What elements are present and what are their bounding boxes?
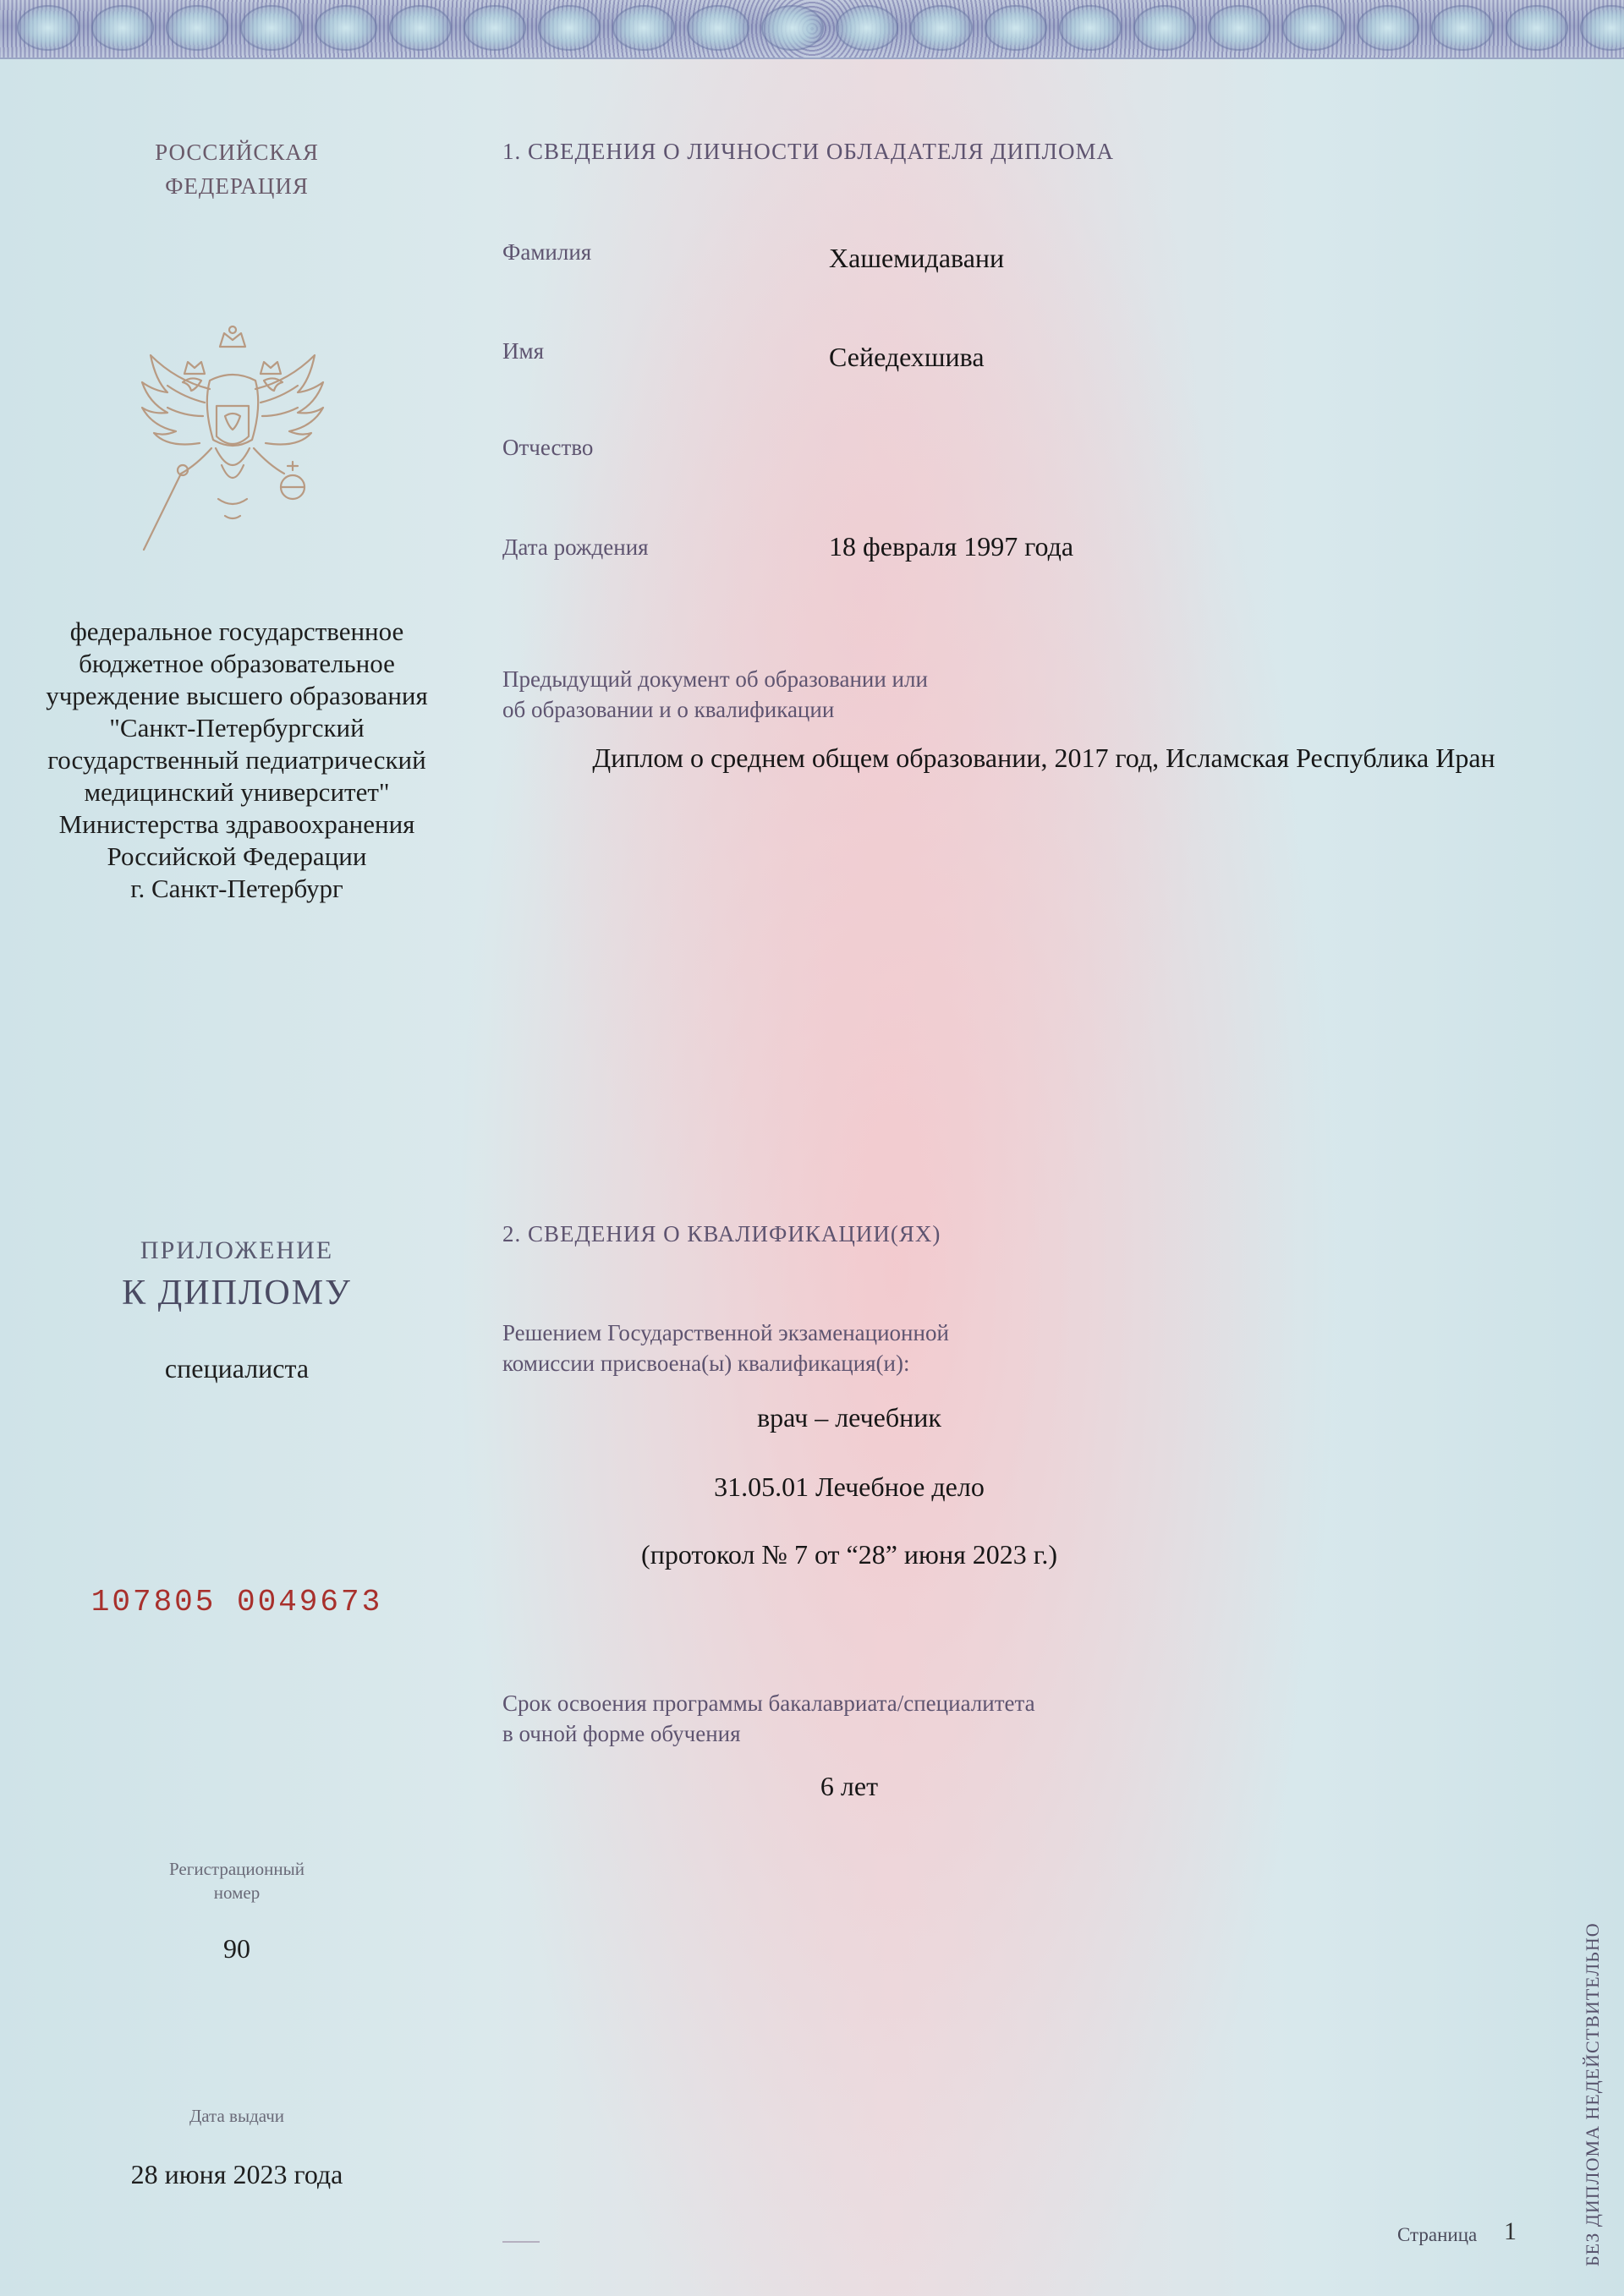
guilloche-rosette [17, 5, 80, 51]
guilloche-rosette [910, 5, 973, 51]
guilloche-rosette [1282, 5, 1345, 51]
guilloche-rosette [315, 5, 377, 51]
country-line-1: РОССИЙСКАЯ [155, 140, 319, 165]
institution-name [8, 616, 465, 905]
registration-number: 90 [223, 1933, 250, 1964]
guilloche-rosette [166, 5, 228, 51]
section-1-title: 1. СВЕДЕНИЯ О ЛИЧНОСТИ ОБЛАДАТЕЛЯ ДИПЛОМА [502, 139, 1114, 164]
guilloche-border [0, 0, 1624, 59]
guilloche-rosette [1059, 5, 1122, 51]
issue-date-label: Дата выдачи [189, 2106, 285, 2126]
institution-line: бюджетное образовательное [79, 649, 395, 678]
country-line-2: ФЕДЕРАЦИЯ [165, 173, 309, 199]
institution-line: федеральное государственное [69, 616, 404, 646]
guilloche-rosette [1431, 5, 1494, 51]
institution-line: Министерства здравоохранения [58, 809, 415, 839]
issue-date: 28 июня 2023 года [130, 2159, 343, 2189]
guilloche-rosette [538, 5, 601, 51]
guilloche-rosette [1357, 5, 1419, 51]
qualification-decision-line-2: комиссии присвоена(ы) квалификация(и): [502, 1351, 910, 1376]
institution-line: г. Санкт-Петербург [130, 874, 343, 903]
guilloche-rosette [761, 5, 824, 51]
registration-label-line-1: Регистрационный [169, 1859, 304, 1879]
institution-line: государственный педиатрический [47, 745, 426, 775]
qualification-decision-line-1: Решением Государственной экзаменационной [502, 1320, 949, 1345]
guilloche-rosette [464, 5, 526, 51]
invalid-without-diploma-text: БЕЗ ДИПЛОМА НЕДЕЙСТВИТЕЛЬНО [1582, 1922, 1603, 2266]
serial-number: 107805 0049673 [91, 1585, 383, 1619]
duration-label [502, 1688, 1035, 1749]
surname-value: Хашемидавани [829, 243, 1005, 273]
duration-label-line-1: Срок освоения программы бакалавриата/специалитета [502, 1690, 1035, 1716]
appendix-subheading: К ДИПЛОМУ [122, 1274, 352, 1312]
registration-label-line-2: номер [213, 1882, 261, 1903]
page-number: 1 [1504, 2217, 1517, 2245]
previous-document-label-line-1: Предыдущий документ об образовании или [502, 666, 928, 692]
specialty-value: 31.05.01 Лечебное дело [714, 1471, 985, 1502]
appendix-heading: ПРИЛОЖЕНИЕ [140, 1236, 334, 1264]
degree-level: специалиста [164, 1353, 310, 1384]
name-value: Сейедехшива [829, 342, 985, 372]
duration-value: 6 лет [820, 1771, 879, 1801]
guilloche-rosette [91, 5, 154, 51]
section-2-title: 2. СВЕДЕНИЯ О КВАЛИФИКАЦИИ(ЯХ) [502, 1221, 941, 1247]
surname-label: Фамилия [502, 239, 592, 265]
guilloche-rosette [1506, 5, 1568, 51]
page-label: Страница [1397, 2224, 1478, 2245]
previous-document-label-line-2: об образовании и о квалификации [502, 697, 835, 722]
institution-line: медицинский университет" [84, 777, 390, 807]
guilloche-rosette [1580, 5, 1624, 51]
qualification-value: врач – лечебник [757, 1402, 941, 1433]
guilloche-rosette [1208, 5, 1270, 51]
duration-label-line-2: в очной форме обучения [502, 1721, 741, 1746]
previous-document-label [502, 664, 928, 725]
guilloche-rosette [836, 5, 898, 51]
registration-label [85, 1857, 389, 1904]
birth-date-value: 18 февраля 1997 года [829, 531, 1074, 562]
institution-line: учреждение высшего образования [46, 681, 428, 710]
qualification-decision-label [502, 1318, 949, 1378]
name-label: Имя [502, 338, 545, 364]
guilloche-rosette [687, 5, 749, 51]
footer-dash [502, 2241, 540, 2243]
guilloche-rosette [612, 5, 675, 51]
guilloche-rosette [1133, 5, 1196, 51]
birth-date-label: Дата рождения [502, 534, 649, 560]
previous-document-value: Диплом о среднем общем образовании, 2017 год, Исламская Республика Иран [592, 743, 1495, 773]
guilloche-rosette [389, 5, 452, 51]
invalid-without-diploma-note [1556, 1877, 1603, 2266]
institution-line: "Санкт-Петербургский [109, 713, 365, 743]
guilloche-rosette [240, 5, 303, 51]
protocol-value: (протокол № 7 от “28” июня 2023 г.) [641, 1539, 1057, 1570]
guilloche-rosette [985, 5, 1047, 51]
country-heading [85, 135, 389, 203]
institution-line: Российской Федерации [107, 841, 367, 871]
russian-coat-of-arms-icon [110, 321, 355, 575]
patronymic-label: Отчество [502, 435, 594, 460]
